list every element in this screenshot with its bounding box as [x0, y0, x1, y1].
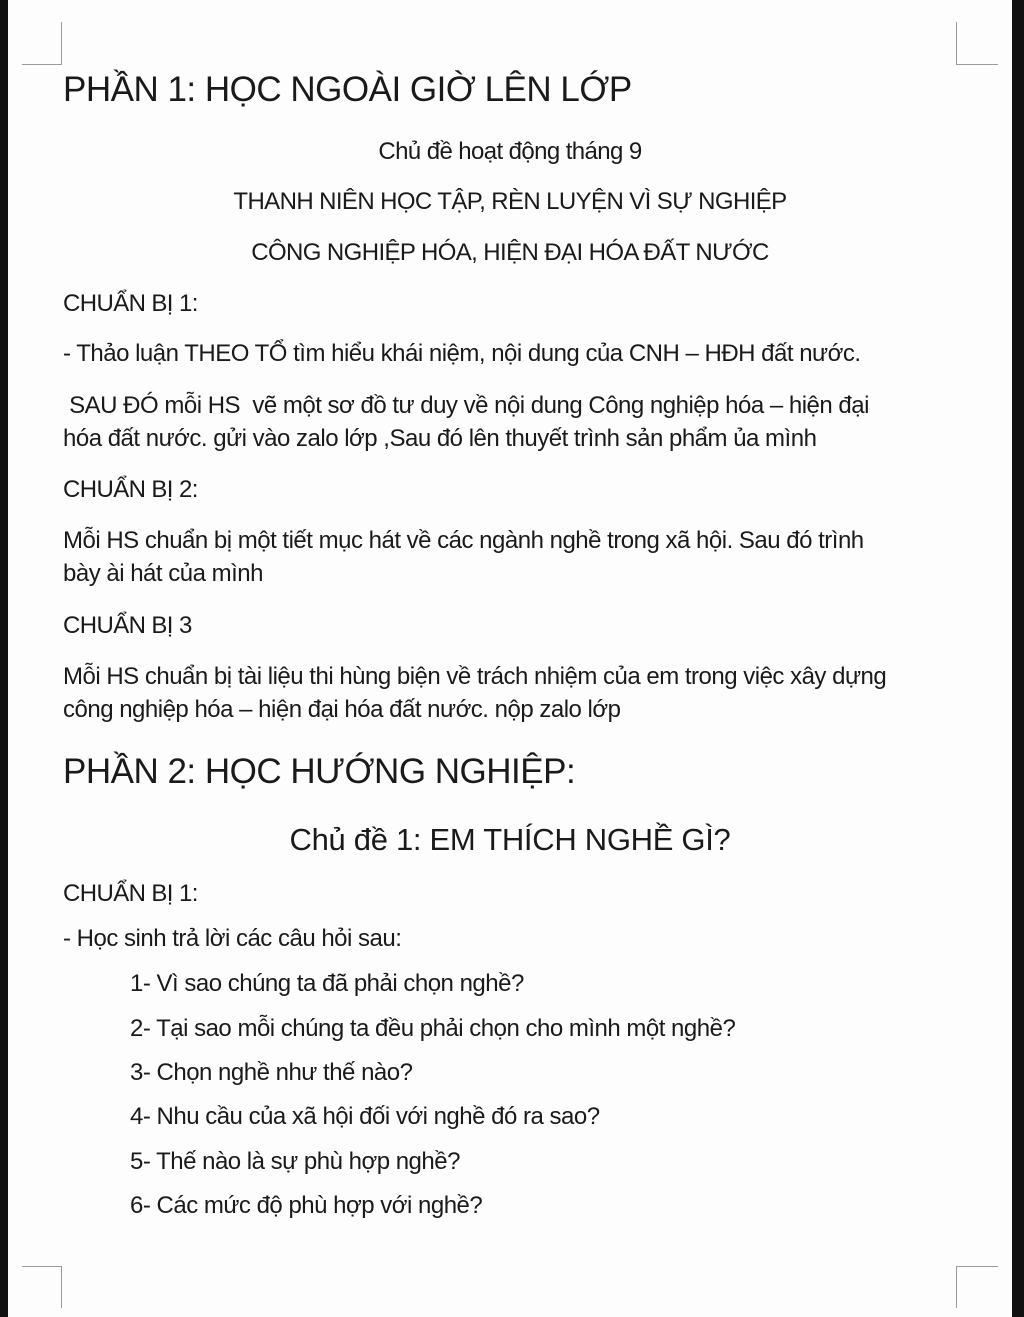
question-item: 1- Vì sao chúng ta đã phải chọn nghề? — [130, 970, 524, 997]
question-item: 2- Tại sao mỗi chúng ta đều phải chọn cho mình một nghề? — [130, 1015, 736, 1042]
part1-prep1-label: CHUẨN BỊ 1: — [63, 290, 198, 317]
crop-mark-top-left — [22, 64, 62, 65]
part1-heading: PHẦN 1: HỌC NGOÀI GIỜ LÊN LỚP — [63, 70, 632, 109]
part2-prep1-label: CHUẨN BỊ 1: — [63, 880, 198, 907]
question-item: 5- Thế nào là sự phù hợp nghề? — [130, 1148, 460, 1175]
part1-subtitle: Chủ đề hoạt động tháng 9 — [378, 138, 642, 165]
crop-mark-top-right — [956, 64, 998, 65]
crop-mark-bottom-right — [956, 1266, 957, 1308]
part1-theme-line2: CÔNG NGHIỆP HÓA, HIỆN ĐẠI HÓA ĐẤT NƯỚC — [251, 239, 769, 266]
part1-prep1-line1: - Thảo luận THEO TỔ tìm hiểu khái niệm, nội dung của CNH – HĐH đất nước. — [63, 340, 861, 367]
part1-prep1-line3: hóa đất nước. gửi vào zalo lớp ,Sau đó lên thuyết trình sản phẩm ủa mình — [63, 425, 817, 452]
part1-prep3-label: CHUẨN BỊ 3 — [63, 612, 192, 639]
crop-mark-bottom-left — [22, 1266, 62, 1267]
part1-prep3-line2: công nghiệp hóa – hiện đại hóa đất nước. nộp zalo lớp — [63, 696, 621, 723]
part1-prep2-line2: bày ài hát của mình — [63, 560, 263, 587]
part1-prep2-line1: Mỗi HS chuẩn bị một tiết mục hát về các ngành nghề trong xã hội. Sau đó trình — [63, 527, 864, 554]
part2-topic: Chủ đề 1: EM THÍCH NGHỀ GÌ? — [289, 822, 731, 857]
part1-prep2-label: CHUẨN BỊ 2: — [63, 476, 198, 503]
crop-mark-top-left — [61, 22, 62, 64]
question-item: 4- Nhu cầu của xã hội đối với nghề đó ra sao? — [130, 1103, 600, 1130]
crop-mark-top-right — [956, 22, 957, 64]
question-item: 6- Các mức độ phù hợp với nghề? — [130, 1192, 483, 1219]
part1-prep3-line1: Mỗi HS chuẩn bị tài liệu thi hùng biện về trách nhiệm của em trong việc xây dựng — [63, 663, 887, 690]
part2-heading: PHẦN 2: HỌC HƯỚNG NGHIỆP: — [63, 752, 576, 791]
document-page — [8, 0, 1012, 1317]
crop-mark-bottom-right — [956, 1266, 998, 1267]
crop-mark-bottom-left — [61, 1266, 62, 1308]
part2-prep1-intro: - Học sinh trả lời các câu hỏi sau: — [63, 925, 402, 952]
part1-prep1-line2: SAU ĐÓ mỗi HS vẽ một sơ đồ tư duy về nội dung Công nghiệp hóa – hiện đại — [63, 392, 869, 419]
part1-theme-line1: THANH NIÊN HỌC TẬP, RÈN LUYỆN VÌ SỰ NGHIỆP — [233, 188, 787, 215]
question-item: 3- Chọn nghề như thế nào? — [130, 1059, 413, 1086]
